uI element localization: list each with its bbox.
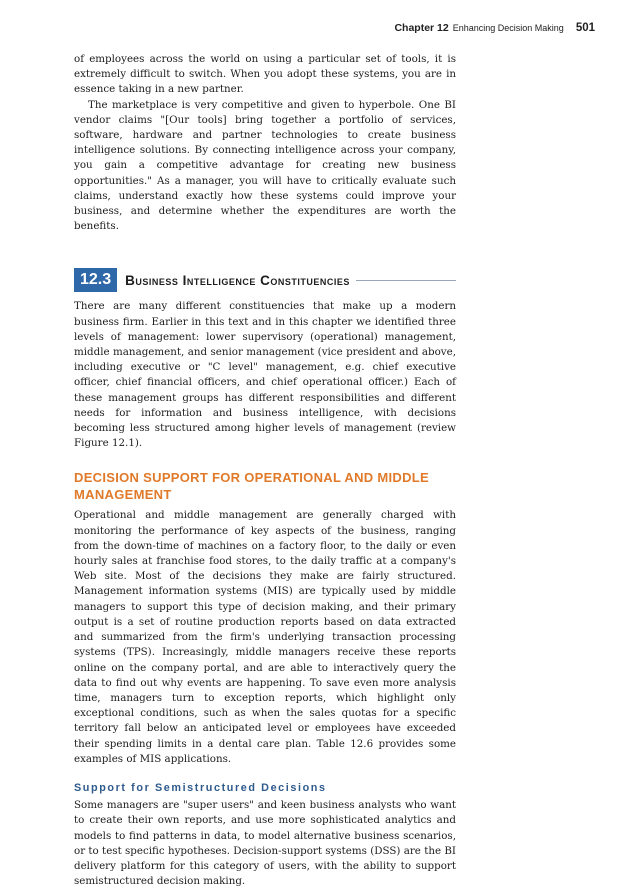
subsection-body: Operational and middle management are generally charged with monitoring the performance of key aspects of the business, ranging from the down-time of machines on a factory floor, to the daily or even hourly sales at franchise food stores, to the daily traffic at a company's Web site. Most of the decisions they make are fairly structured. Management information systems (MIS) are typically used by middle managers to support this type of decision making, and their primary output is a set of routine production reports based on data extracted and summarized from the firm's underlying transaction processing systems (TPS). Increasingly, middle managers receive these reports online on the company portal, and are able to interactively query the data to find out why events are happening. To save even more analysis time, managers turn to exception reports, which highlight only exceptional conditions, such as when the sales quotas for a specific territory fall below an anticipated level or employees have exceeded their spending limits in a dental care plan. Table 12.6 provides some examples of MIS applications. [74, 509, 456, 765]
section-heading [74, 268, 456, 292]
section-body: There are many different constituencies that make up a modern business firm. Earlier in this text and in this chapter we identified three levels of management: lower supervisory (operational) management, middle management, and senior management (vice president and above, including executive or "C level" management, e.g. chief executive officer, chief financial officers, and chief operational officer.) Each of these management groups has different responsibilities and different needs for information and business intelligence, with decisions becoming less structured among higher levels of management (review Figure 12.1). [74, 300, 456, 450]
section-rule [356, 280, 456, 281]
page-content [74, 52, 456, 889]
subsubsection-body: Some managers are "super users" and keen business analysts who want to create their own reports, and use more sophisticated analytics and models to find patterns in data, to model alternative business scenarios, or to test specific hypotheses. Decision-support systems (DSS) are the BI delivery platform for this category of users, with the ability to support semistructured decision making. [74, 799, 456, 888]
chapter-label: Chapter 12 [394, 22, 449, 34]
subsection-heading: DECISION SUPPORT FOR OPERATIONAL AND MIDDLE MANAGEMENT [74, 470, 430, 503]
section-number: 12.3 [74, 268, 117, 292]
chapter-title: Enhancing Decision Making [452, 23, 564, 33]
paragraph-marketplace: The marketplace is very competitive and given to hyperbole. One BI vendor claims "[Our tools] bring together a portfolio of services, software, hardware and partner technologies to create business intelligence solutions. By connecting intelligence across your company, you gain a competitive advantage for creating new business opportunities." As a manager, you will have to critically evaluate such claims, understand exactly how these systems could improve your business, and determine whether the expenditures are worth the benefits. [74, 98, 456, 233]
section-title: Business Intelligence Constituencies [125, 272, 350, 288]
running-head [394, 22, 595, 34]
page-number: 501 [575, 22, 595, 34]
paragraph-continued: of employees across the world on using a particular set of tools, it is extremely difficult to switch. When you adopt these systems, you are in essence taking in a new partner. [74, 53, 456, 96]
subsubsection-heading: Support for Semistructured Decisions [74, 781, 327, 794]
